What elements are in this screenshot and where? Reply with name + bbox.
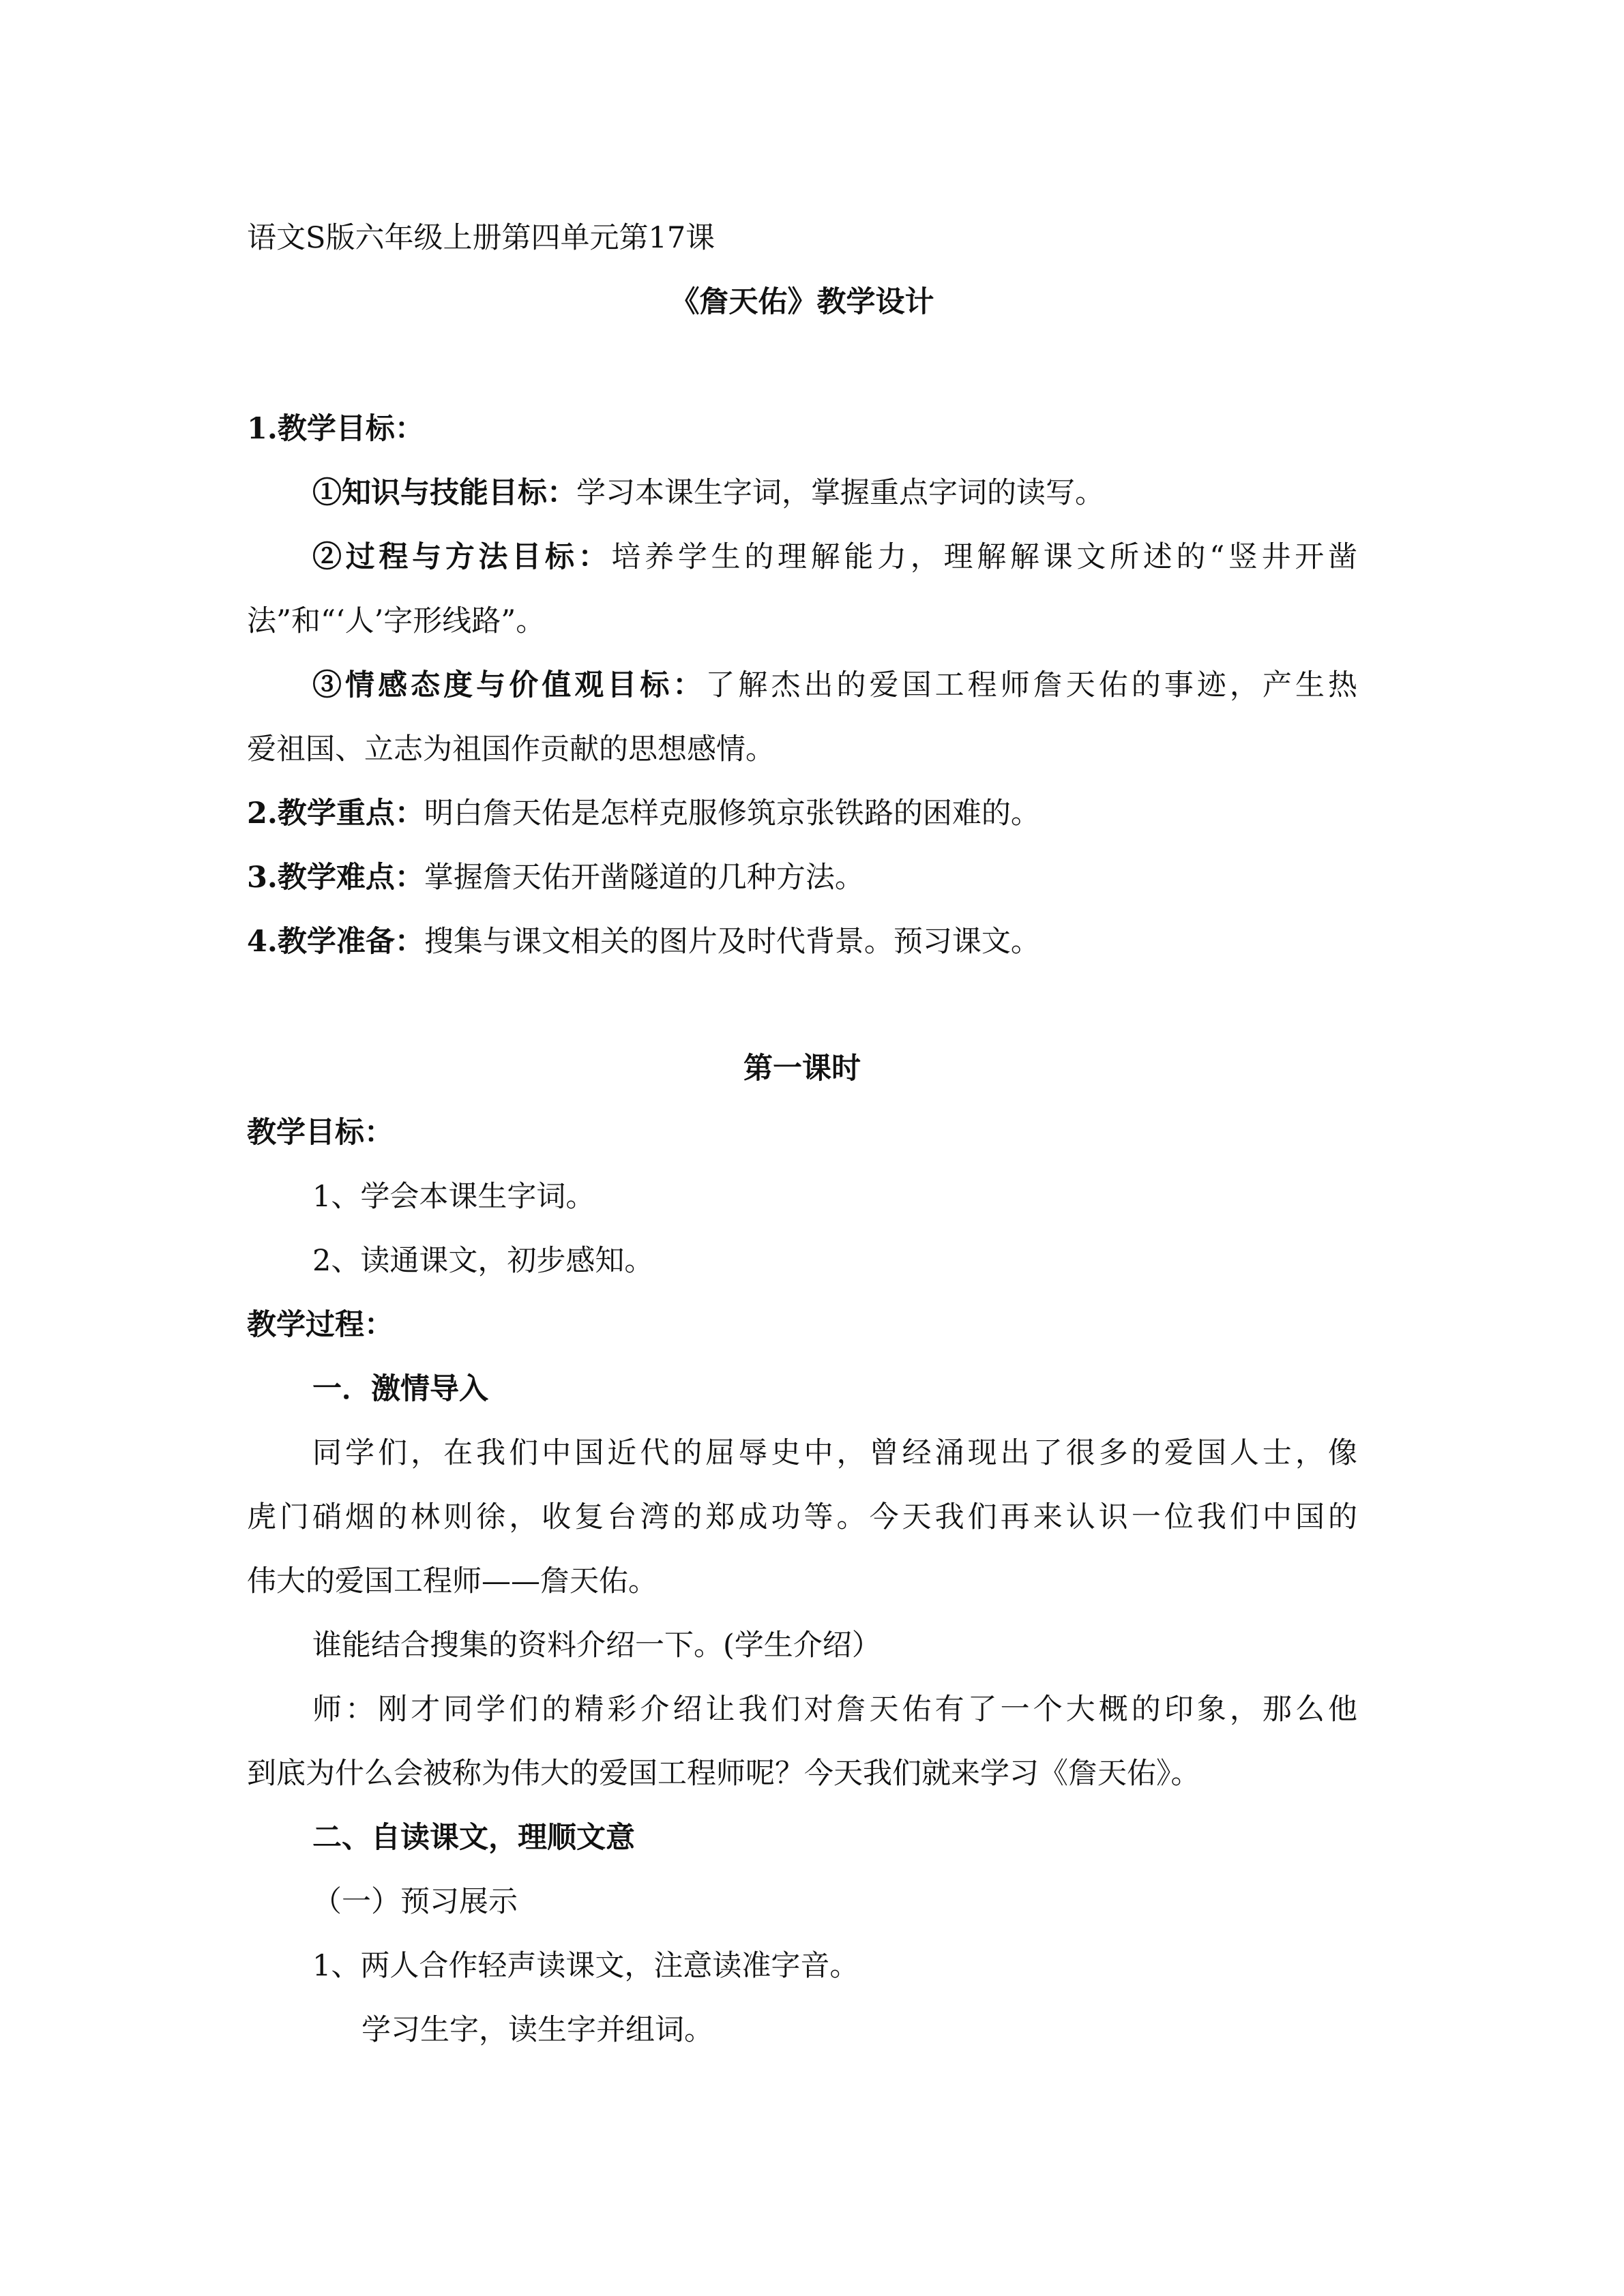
para3-line2: 到底为什么会被称为伟大的爱国工程师呢？今天我们就来学习《詹天佑》。 bbox=[247, 1757, 1200, 1791]
document-title: 《詹天佑》教学设计 bbox=[670, 285, 934, 319]
course-line: 语文S版六年级上册第四单元第17课 bbox=[247, 221, 715, 255]
knowledge-objective-label: ①知识与技能目标： bbox=[312, 476, 576, 510]
difficulty-label: 3.教学难点： bbox=[247, 861, 424, 895]
process-objective-text: 培养学生的理解能力，理解解课文所述的“竖井开凿 bbox=[611, 540, 1357, 574]
spacer bbox=[247, 334, 1357, 397]
lesson1-goal-2: 2、读通课文，初步感知。 bbox=[312, 1244, 654, 1278]
preparation-text: 搜集与课文相关的图片及时代背景。预习课文。 bbox=[424, 925, 1040, 959]
lesson1-goal-1: 1、学会本课生字词。 bbox=[312, 1180, 595, 1214]
para1-line3: 伟大的爱国工程师——詹天佑。 bbox=[247, 1564, 658, 1598]
knowledge-objective-text: 学习本课生字词，掌握重点字词的读写。 bbox=[576, 476, 1104, 510]
knowledge-objective bbox=[247, 461, 1357, 525]
para2: 谁能结合搜集的资料介绍一下。(学生介绍） bbox=[312, 1628, 881, 1663]
lesson1-title: 第一课时 bbox=[743, 1052, 861, 1086]
difficulty bbox=[247, 846, 1357, 910]
spacer bbox=[247, 974, 1357, 1037]
lesson1-goals-heading: 教学目标： bbox=[247, 1116, 394, 1150]
lesson1-process-heading: 教学过程： bbox=[247, 1308, 394, 1342]
section1-heading: 一．激情导入 bbox=[312, 1372, 488, 1406]
objectives-heading: 1.教学目标： bbox=[247, 412, 424, 446]
process-objective-line2: 法”和“‘人’字形线路”。 bbox=[247, 604, 546, 638]
para1-line1: 同学们，在我们中国近代的屈辱史中，曾经涌现出了很多的爱国人士，像 bbox=[312, 1436, 1357, 1470]
key-point-text: 明白詹天佑是怎样克服修筑京张铁路的困难的。 bbox=[424, 796, 1040, 831]
process-objective-line1 bbox=[247, 525, 1357, 589]
document-body bbox=[247, 206, 1357, 2062]
para1-line2: 虎门硝烟的林则徐，收复台湾的郑成功等。今天我们再来认识一位我们中国的 bbox=[247, 1500, 1357, 1534]
emotion-objective-line2: 爱祖国、立志为祖国作贡献的思想感情。 bbox=[247, 732, 775, 766]
key-point-label: 2.教学重点： bbox=[247, 796, 424, 831]
step1: 1、两人合作轻声读课文，注意读准字音。 bbox=[312, 1949, 859, 1983]
emotion-objective-label: ③情感态度与价值观目标： bbox=[312, 668, 706, 702]
preparation bbox=[247, 910, 1357, 974]
process-objective-label: ②过程与方法目标： bbox=[312, 540, 612, 574]
sub1-heading: （一）预习展示 bbox=[312, 1885, 518, 1919]
emotion-objective-text: 了解杰出的爱国工程师詹天佑的事迹，产生热 bbox=[705, 668, 1357, 702]
key-point bbox=[247, 781, 1357, 846]
preparation-label: 4.教学准备： bbox=[247, 925, 424, 959]
difficulty-text: 掌握詹天佑开凿隧道的几种方法。 bbox=[424, 861, 864, 895]
step1-detail: 学习生字，读生字并组词。 bbox=[361, 2013, 713, 2047]
section2-heading: 二、自读课文，理顺文意 bbox=[312, 1821, 635, 1855]
para3-line1: 师：刚才同学们的精彩介绍让我们对詹天佑有了一个大概的印象，那么他 bbox=[312, 1693, 1357, 1727]
emotion-objective-line1 bbox=[247, 653, 1357, 717]
